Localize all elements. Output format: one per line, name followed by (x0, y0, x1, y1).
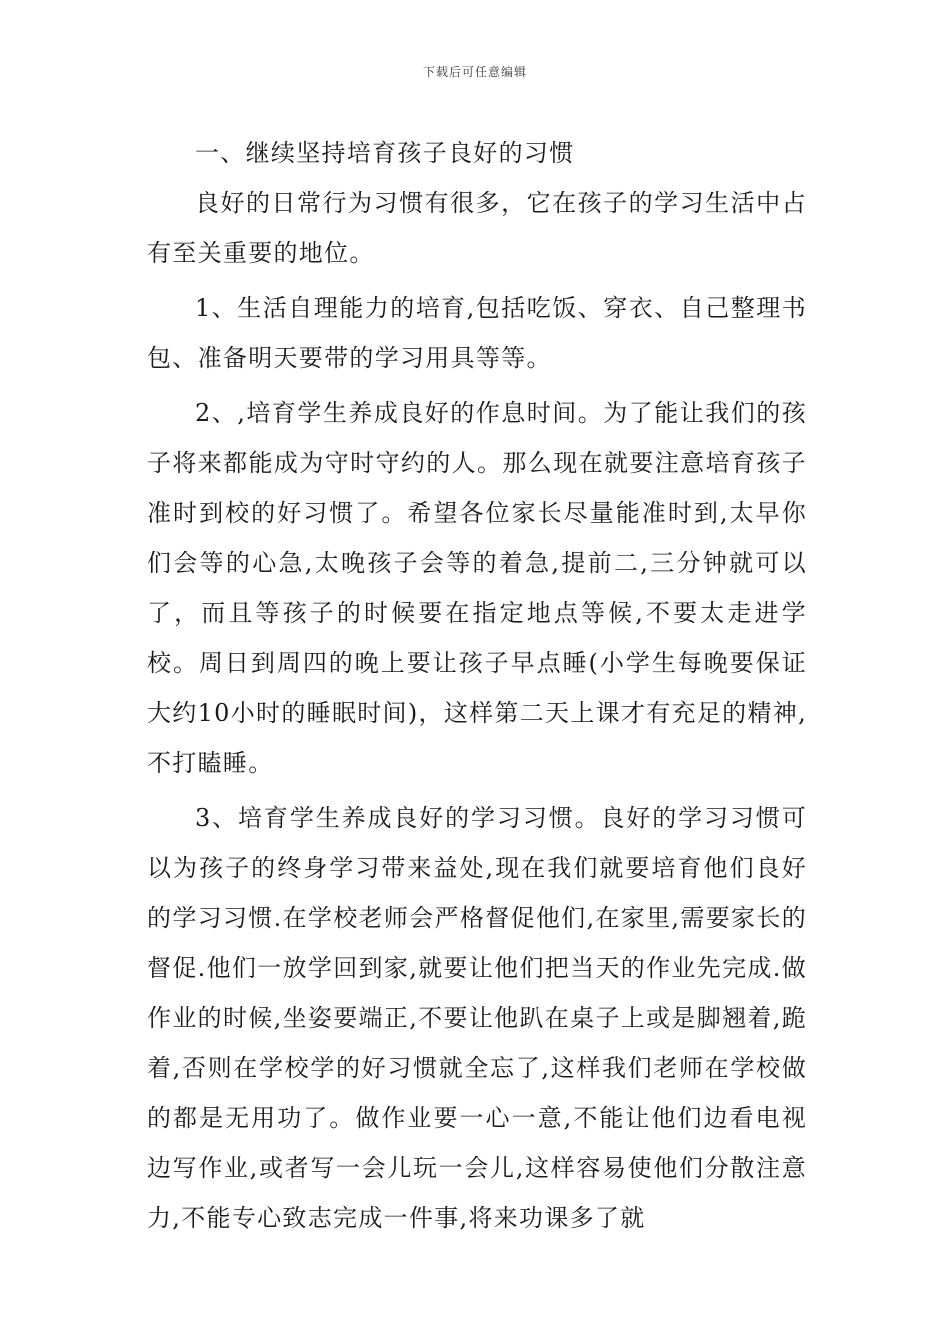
paragraph-item-3: 3、培育学生养成良好的学习习惯。良好的学习习惯可以为孩子的终身学习带来益处,现在我们就要培育他们良好的学习习惯.在学校老师会严格督促他们,在家里,需要家长的督促.他们一放学回到家,就要让他们把当天的作业先完成.做作业的时候,坐姿要端正,不要让他趴在桌子上或是脚翘着,跪着,否则在学校学的好习惯就全忘了,这样我们老师在学校做的都是无用功了。做作业要一心一意,不能让他们边看电视边写作业,或者写一会儿玩一会儿,这样容易使他们分散注意力,不能专心致志完成一件事,将来功课多了就 (147, 804, 807, 1232)
document-body (147, 128, 807, 1243)
paragraph-item-1: 1、生活自理能力的培育,包括吃饭、穿衣、自己整理书包、准备明天要带的学习用具等等。 (147, 294, 807, 372)
page-header: 下载后可任意编辑 (422, 65, 527, 79)
paragraph-item-2: 2、,培育学生养成良好的作息时间。为了能让我们的孩子将来都能成为守时守约的人。那么现在就要注意培育孩子准时到校的好习惯了。希望各位家长尽量能准时到,太早你们会等的心急,太晚孩子会等的着急,提前二,三分钟就可以了，而且等孩子的时候要在指定地点等候,不要太走进学校。周日到周四的晚上要让孩子早点睡(小学生每晚要保证大约10小时的睡眠时间)，这样第二天上课才有充足的精神,不打瞌睡。 (147, 399, 807, 777)
section-heading: 一、继续坚持培育孩子良好的习惯 (195, 139, 575, 167)
paragraph-intro: 良好的日常行为习惯有很多，它在孩子的学习生活中占有至关重要的地位。 (147, 189, 807, 267)
